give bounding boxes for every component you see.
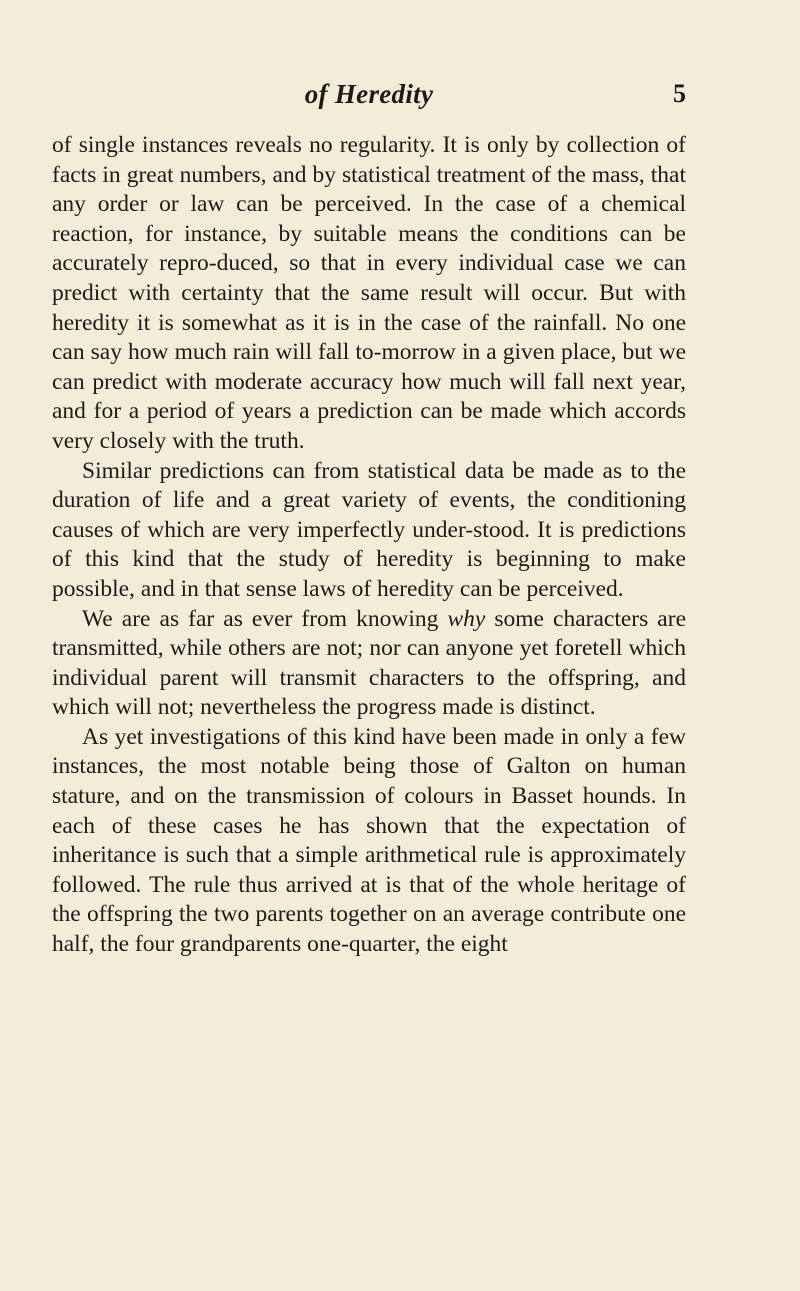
- paragraph-2: Similar predictions can from statistical data be made as to the duration of life and a great variety of events, the conditioning causes of which are very imperfectly under-stood. It is predictions of this kind that the study of heredity is beginning to make possible, and in that sense laws of heredity can be perceived.: [52, 457, 686, 602]
- running-head: [52, 74, 686, 114]
- paragraph-3-text-before: We are as far as ever from knowing: [82, 605, 448, 632]
- body-text: [52, 131, 686, 960]
- paragraph-4: As yet investigations of this kind have been made in only a few instances, the most notable being those of Galton on human stature, and on the transmission of colours in Basset hounds. In each of these cases he has shown that the expectation of inheritance is such that a simple arithmetical rule is approximately followed. The rule thus arrived at is that of the whole heritage of the offspring the two parents together on an average contribute one half, the four grandparents one-quarter, the eight: [52, 723, 686, 958]
- running-title: of Heredity: [304, 79, 434, 109]
- emphasis-why: why: [447, 605, 486, 632]
- paragraph-1: of single instances reveals no regularity. It is only by collection of facts in great numbers, and by statistical treatment of the mass, that any order or law can be perceived. In the case of a chemical reaction, for instance, by suitable means the conditions can be accurately repro-duced, so that in every individual case we can predict with certainty that the same result will occur. But with heredity it is somewhat as it is in the case of the rainfall. No one can say how much rain will fall to-morrow in a given place, but we can predict with moderate accuracy how much will fall next year, and for a period of years a prediction can be made which accords very closely with the truth.: [52, 132, 686, 454]
- page-number: 5: [673, 79, 686, 108]
- paragraph-3-text-after: some characters are transmitted, while others are not; nor can anyone yet foretell which individual parent will transmit characters to the offspring, and which will not; nevertheless the progress made is distinct.: [52, 605, 686, 721]
- paragraph-3: [52, 605, 686, 723]
